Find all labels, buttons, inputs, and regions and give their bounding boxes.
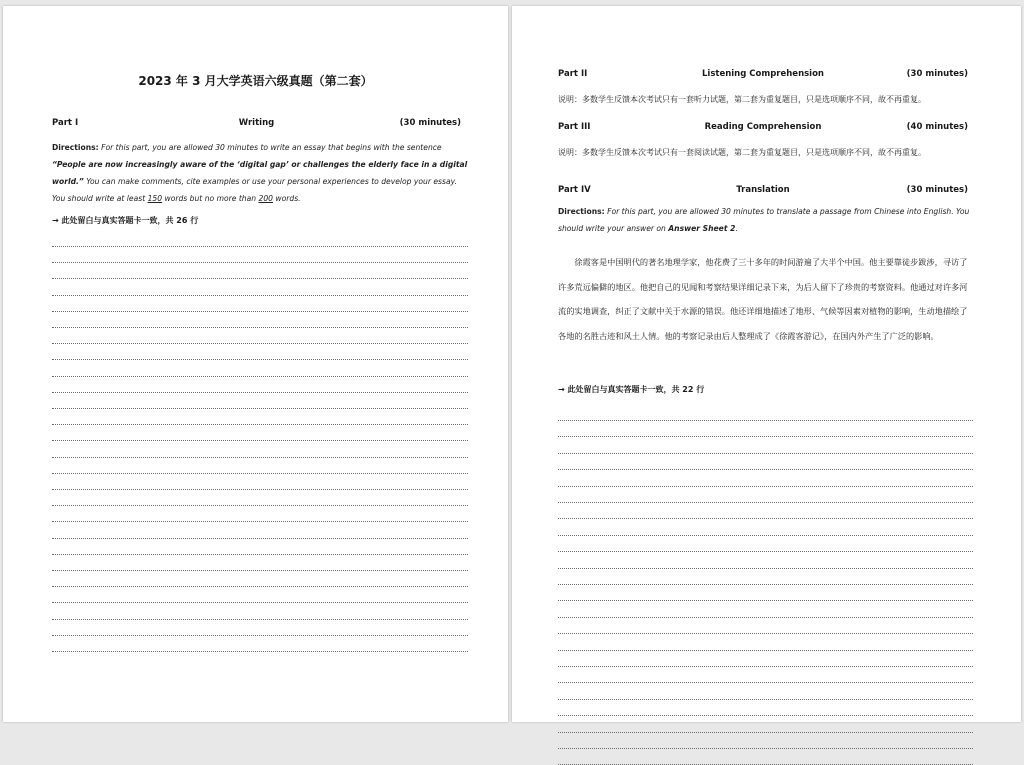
answer-line (52, 424, 468, 425)
part-3-header (558, 122, 968, 134)
part-2-number: Part II (558, 69, 588, 79)
answer-sheet-ref: Answer Sheet 2 (668, 224, 736, 233)
essay-prompt-sentence: “People are now increasingly aware of the ‘digital gap’ or challenges the elderly face in a digital world.” (52, 160, 468, 186)
answer-line (558, 453, 973, 454)
part-4-number: Part IV (558, 185, 591, 195)
answer-line (52, 440, 468, 441)
answer-line (52, 554, 468, 555)
directions-text: words. (273, 194, 301, 203)
part-1-number: Part I (52, 118, 79, 128)
answer-line (52, 489, 468, 490)
part-3-time: (40 minutes) (906, 122, 968, 132)
answer-line (52, 521, 468, 522)
answer-line (558, 469, 973, 470)
answer-line (558, 682, 973, 683)
answer-area-note: → 此处留白与真实答题卡一致，共 26 行 (52, 216, 199, 225)
answer-line (52, 570, 468, 571)
answer-line (558, 568, 973, 569)
answer-line (558, 436, 973, 437)
part-2-header (558, 69, 968, 81)
answer-line (52, 651, 468, 652)
answer-line (558, 420, 973, 421)
part-3-number: Part III (558, 122, 591, 132)
answer-line (52, 538, 468, 539)
answer-line (52, 246, 468, 247)
answer-line (558, 518, 973, 519)
answer-line (558, 486, 973, 487)
answer-line (52, 457, 468, 458)
answer-line (52, 505, 468, 506)
answer-line (558, 584, 973, 585)
answer-line (52, 295, 468, 296)
translation-passage: 徐霞客是中国明代的著名地理学家，他花费了三十多年的时间游遍了大半个中国。他主要靠徒步跋涉，寻访了许多荒远偏僻的地区。他把自己的见闻和考察结果详细记录下来，为后人留下了珍贵的考察资料。他通过对许多河流的实地调查，纠正了文献中关于水源的错误。他还详细地描述了地形、气候等因素对植物的影响，生动地描绘了各地的名胜古迹和风土人情。他的考察记录由后人整理成了《徐霞客游记》，在国内外产生了广泛的影响。 (558, 257, 968, 341)
answer-line (52, 473, 468, 474)
answer-line (52, 376, 468, 377)
part-1-name: Writing (238, 118, 275, 128)
part-1-directions (52, 139, 468, 207)
answer-line (52, 262, 468, 263)
part-4-time: (30 minutes) (906, 185, 968, 195)
answer-area-note: → 此处留白与真实答题卡一致，共 22 行 (558, 385, 705, 394)
part-2-note: 说明：多数学生反馈本次考试只有一套听力试题，第二套为重复题目，只是选项顺序不同，故不再重复。 (558, 95, 926, 104)
answer-line (558, 666, 973, 667)
left-page (3, 6, 508, 722)
part-4-name: Translation (736, 185, 790, 195)
answer-line (558, 650, 973, 651)
answer-line (558, 502, 973, 503)
part-1-time: (30 minutes) (399, 118, 461, 128)
answer-line (52, 327, 468, 328)
right-page (512, 6, 1021, 722)
part-4-directions (558, 203, 975, 237)
page-title: 2023 年 3 月大学英语六级真题（第二套） (138, 74, 373, 88)
part-2-time: (30 minutes) (906, 69, 968, 79)
answer-line (558, 715, 973, 716)
answer-line (558, 600, 973, 601)
answer-line (52, 278, 468, 279)
part-1-header (52, 118, 461, 130)
directions-text: You can make comments, cite examples or use your personal experiences to develop your essay. You should write at least (52, 177, 457, 203)
answer-line (52, 619, 468, 620)
directions-text: For this part, you are allowed 30 minutes to translate a passage from Chinese into English. You should write your answer on (558, 207, 970, 233)
directions-label: Directions: (52, 143, 99, 152)
answer-line (52, 586, 468, 587)
min-word-count: 150 (147, 194, 163, 203)
max-word-count: 200 (258, 194, 273, 203)
answer-line (558, 748, 973, 749)
answer-line (52, 392, 468, 393)
answer-line (558, 633, 973, 634)
answer-line (558, 699, 973, 700)
answer-line (52, 343, 468, 344)
answer-line (558, 535, 973, 536)
answer-line (52, 359, 468, 360)
answer-line (52, 635, 468, 636)
part-3-note: 说明：多数学生反馈本次考试只有一套阅读试题，第二套为重复题目，只是选项顺序不同，故不再重复。 (558, 148, 926, 157)
answer-line (558, 732, 973, 733)
answer-line (558, 551, 973, 552)
part-3-name: Reading Comprehension (704, 122, 822, 132)
part-2-name: Listening Comprehension (702, 69, 824, 79)
directions-text: . (735, 224, 738, 233)
answer-line (52, 311, 468, 312)
answer-line (52, 602, 468, 603)
directions-text: words but no more than (162, 194, 259, 203)
directions-text: For this part, you are allowed 30 minutes to write an essay that begins with the sentence (98, 143, 442, 152)
part-4-header (558, 185, 968, 197)
answer-line (52, 408, 468, 409)
directions-label: Directions: (558, 207, 605, 216)
answer-line (558, 617, 973, 618)
